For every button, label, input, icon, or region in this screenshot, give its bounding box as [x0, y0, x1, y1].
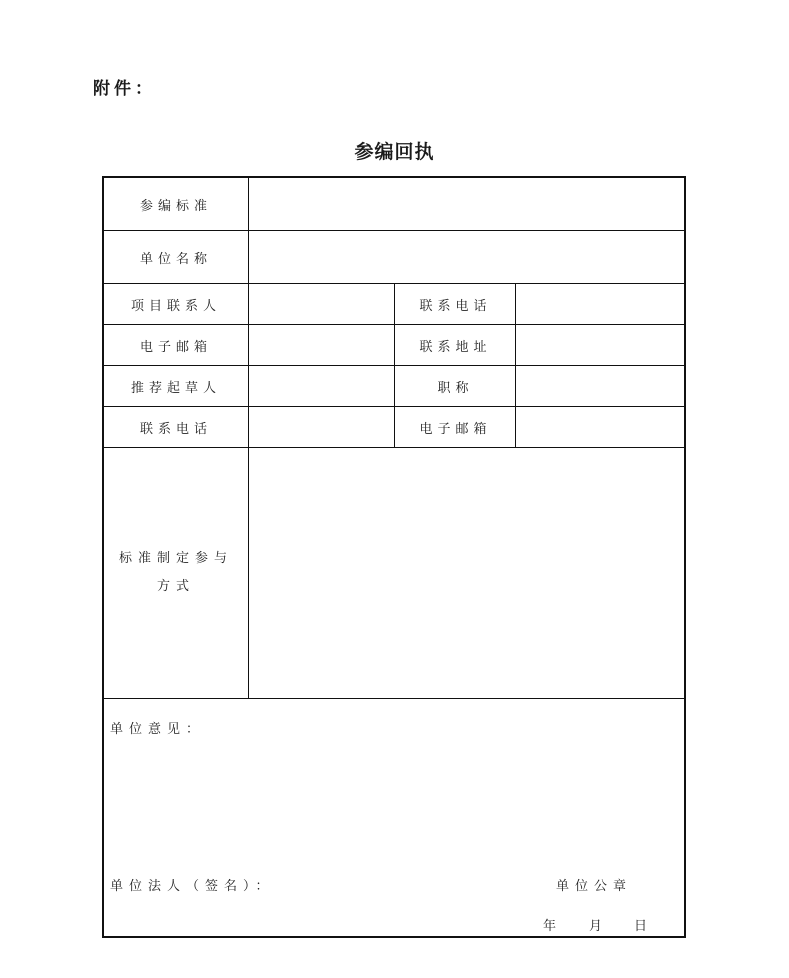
- column-divider: [394, 283, 395, 448]
- legal-signature-label: 单位法人（签名）：: [110, 879, 275, 894]
- job-title-label: 职称: [437, 380, 474, 396]
- email-field[interactable]: [250, 325, 394, 365]
- address-field[interactable]: [517, 325, 686, 365]
- opinion-section[interactable]: [104, 699, 686, 938]
- participation-label-line2: 方式: [156, 579, 195, 594]
- contact-phone-label: 联系电话: [419, 298, 492, 314]
- job-title-field[interactable]: [517, 366, 686, 406]
- address-label: 联系地址: [419, 339, 492, 355]
- drafter-phone-label: 联系电话: [139, 421, 212, 437]
- standard-field[interactable]: [250, 178, 686, 230]
- drafter-field[interactable]: [250, 366, 394, 406]
- reply-form-table: [102, 176, 686, 938]
- standard-label: 参编标准: [139, 198, 212, 214]
- date-year: 年: [543, 919, 563, 934]
- email-label: 电子邮箱: [139, 339, 212, 355]
- date-line: [543, 915, 653, 933]
- participation-label-line1: 标准制定参与: [118, 551, 233, 566]
- column-divider: [248, 178, 249, 699]
- opinion-label: 单位意见：: [110, 722, 206, 737]
- column-divider: [515, 283, 516, 448]
- form-title: 参编回执: [354, 141, 435, 163]
- drafter-label: 推荐起草人: [130, 380, 221, 396]
- drafter-email-field[interactable]: [517, 407, 686, 447]
- attachment-label: 附件：: [93, 79, 156, 99]
- participation-label: [104, 448, 248, 698]
- unit-name-field[interactable]: [250, 231, 686, 283]
- date-month: 月: [589, 919, 609, 934]
- drafter-email-label: 电子邮箱: [419, 421, 492, 437]
- project-contact-field[interactable]: [250, 284, 394, 324]
- drafter-phone-field[interactable]: [250, 407, 394, 447]
- participation-field[interactable]: [250, 448, 686, 698]
- unit-name-label: 单位名称: [139, 251, 212, 267]
- date-day: 日: [634, 919, 654, 934]
- project-contact-label: 项目联系人: [130, 298, 221, 314]
- seal-label: 单位公章: [556, 879, 633, 894]
- contact-phone-field[interactable]: [517, 284, 686, 324]
